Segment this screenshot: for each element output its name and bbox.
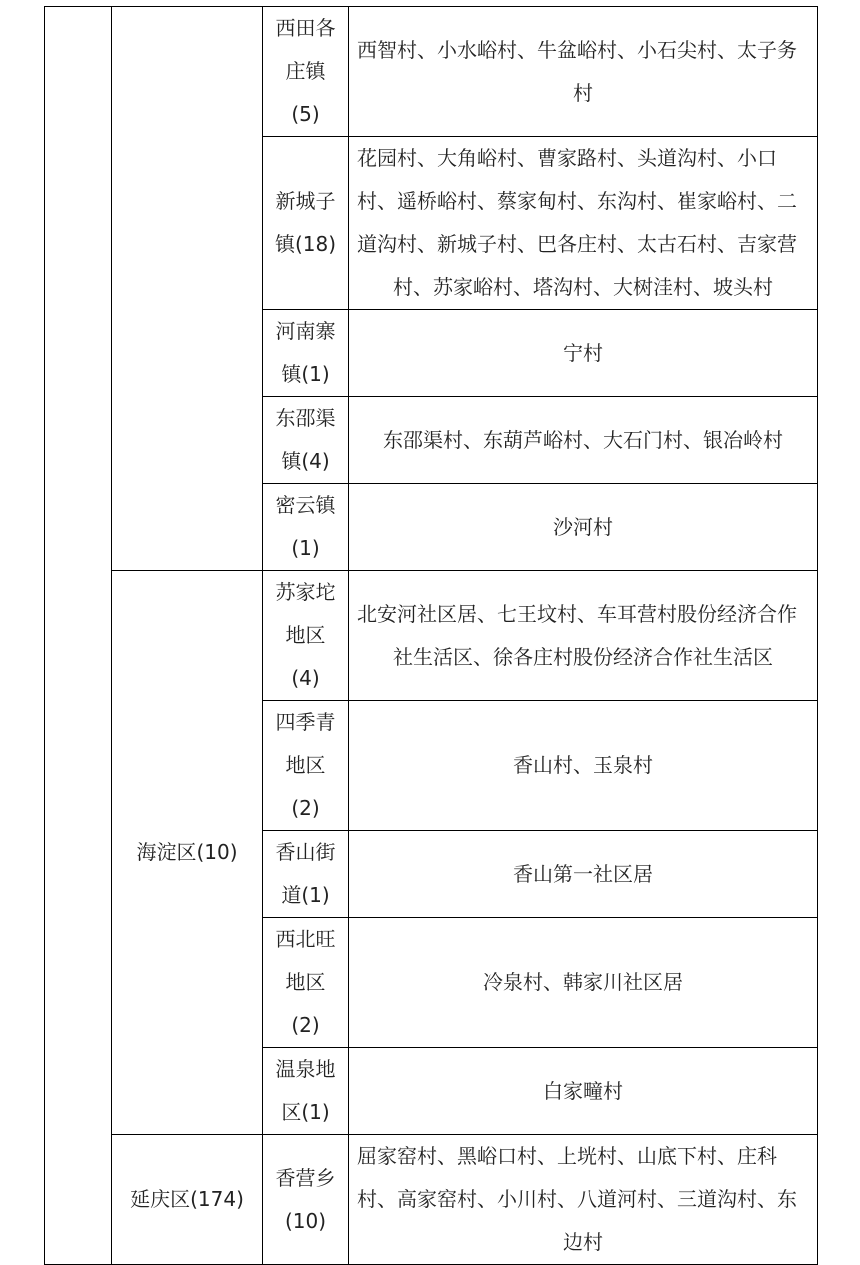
- villages-cell: [349, 484, 818, 571]
- town-cell: [263, 918, 349, 1048]
- district-cell: [112, 1135, 263, 1265]
- district-cell-miyun: [112, 7, 263, 571]
- town-label: 温泉地 区(1): [275, 1057, 336, 1124]
- villages-text: 沙河村: [553, 514, 613, 539]
- villages-cell: [349, 137, 818, 310]
- town-cell: [263, 310, 349, 397]
- town-label: 河南寨 镇(1): [275, 319, 336, 386]
- category-cell: [45, 7, 112, 1265]
- villages-text: 香山村、玉泉村: [513, 753, 653, 777]
- town-cell: [263, 397, 349, 484]
- town-cell: [263, 571, 349, 701]
- town-cell: [263, 1135, 349, 1265]
- town-cell: [263, 701, 349, 831]
- villages-text: 北安河社区居、七王坟村、车耳营村股份经济合作社生活区、徐各庄村股份经济合作社生活区: [357, 601, 797, 669]
- villages-cell: [349, 571, 818, 701]
- district-label: 海淀区(10): [136, 840, 238, 864]
- villages-cell: [349, 1048, 818, 1135]
- villages-text: 冷泉村、韩家川社区居: [483, 970, 683, 994]
- town-label: 密云镇 (1): [275, 493, 336, 560]
- villages-cell: [349, 918, 818, 1048]
- town-cell: [263, 137, 349, 310]
- villages-cell: [349, 310, 818, 397]
- town-label: 香山街 道(1): [275, 840, 336, 907]
- villages-text: 屈家窑村、黑峪口村、上垙村、山底下村、庄科村、高家窑村、小川村、八道河村、三道沟村、东边村: [357, 1144, 797, 1254]
- villages-text: 香山第一社区居: [513, 861, 653, 886]
- villages-text: 花园村、大角峪村、曹家路村、头道沟村、小口村、遥桥峪村、蔡家甸村、东沟村、崔家峪村、二道沟村、新城子村、巴各庄村、太古石村、吉家营村、苏家峪村、塔沟村、大树洼村、坡头村: [357, 146, 797, 299]
- town-cell: [263, 831, 349, 918]
- villages-cell: [349, 831, 818, 918]
- villages-text: 宁村: [563, 340, 603, 365]
- town-label: 香营乡 (10): [275, 1165, 336, 1233]
- town-cell: [263, 7, 349, 137]
- town-label: 苏家坨 地区 (4): [275, 580, 336, 690]
- town-cell: [263, 1048, 349, 1135]
- villages-text: 东邵渠村、东葫芦峪村、大石门村、银冶岭村: [383, 427, 783, 452]
- villages-text: 西智村、小水峪村、牛盆峪村、小石尖村、太子务村: [357, 37, 797, 105]
- table-row: [45, 1135, 818, 1265]
- villages-cell: [349, 701, 818, 831]
- town-label: 西田各 庄镇 (5): [275, 16, 336, 126]
- villages-text: 白家疃村: [543, 1078, 623, 1103]
- town-cell: [263, 484, 349, 571]
- villages-cell: [349, 7, 818, 137]
- town-label: 四季青 地区 (2): [275, 710, 336, 820]
- table-row: [45, 7, 818, 137]
- villages-cell: [349, 397, 818, 484]
- district-cell: [112, 571, 263, 1135]
- villages-cell: [349, 1135, 818, 1265]
- village-table: [44, 6, 818, 1265]
- town-label: 东邵渠 镇(4): [275, 406, 336, 473]
- table-row: [45, 571, 818, 701]
- district-label: 延庆区(174): [130, 1187, 244, 1211]
- town-label: 新城子 镇(18): [274, 189, 337, 256]
- town-label: 西北旺 地区 (2): [275, 927, 336, 1037]
